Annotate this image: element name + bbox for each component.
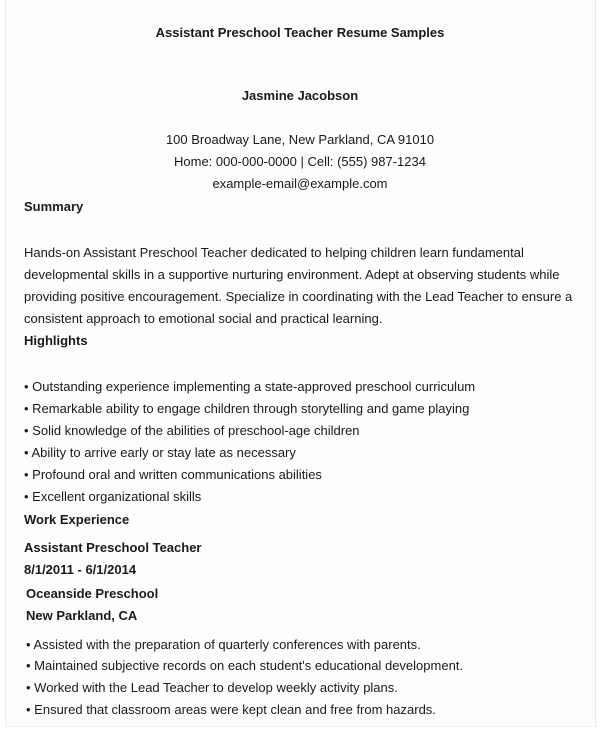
job-location: New Parkland, CA (26, 608, 138, 623)
document-title: Assistant Preschool Teacher Resume Samples (155, 25, 445, 40)
summary-line: Hands-on Assistant Preschool Teacher dedicated to helping children learn fundamental (24, 245, 524, 260)
highlight-item: • Ability to arrive early or stay late as necessary (24, 445, 296, 460)
duty-item: • Ensured that classroom areas were kept clean and free from hazards. (26, 702, 436, 717)
work-experience-heading: Work Experience (24, 512, 130, 527)
highlights-heading: Highlights (24, 333, 88, 348)
candidate-name: Jasmine Jacobson (241, 88, 359, 103)
summary-line: providing positive encouragement. Specialize in coordinating with the Lead Teacher to ensure a (24, 289, 573, 304)
highlight-item: • Solid knowledge of the abilities of preschool-age children (24, 423, 360, 438)
employer: Oceanside Preschool (26, 586, 159, 601)
job-title: Assistant Preschool Teacher (24, 540, 202, 555)
duty-item: • Maintained subjective records on each student's educational development. (26, 658, 464, 673)
highlight-item: • Profound oral and written communications abilities (24, 467, 322, 482)
duty-item: • Assisted with the preparation of quarterly conferences with parents. (26, 637, 421, 652)
summary-line: consistent approach to emotional social and practical learning. (24, 311, 383, 326)
address: 100 Broadway Lane, New Parkland, CA 91010 (165, 132, 435, 147)
phone-numbers: Home: 000-000-0000 | Cell: (555) 987-1234 (174, 154, 426, 169)
summary-line: developmental skills in a supportive nurturing environment. Adept at observing students while (24, 267, 560, 282)
job-dates: 8/1/2011 - 6/1/2014 (24, 562, 137, 577)
summary-heading: Summary (24, 199, 84, 214)
email: example-email@example.com (212, 176, 388, 191)
highlight-item: • Outstanding experience implementing a state-approved preschool curriculum (24, 379, 476, 394)
highlight-item: • Remarkable ability to engage children through storytelling and game playing (24, 401, 470, 416)
highlight-item: • Excellent organizational skills (24, 489, 202, 504)
duty-item: • Worked with the Lead Teacher to develop weekly activity plans. (26, 680, 398, 695)
